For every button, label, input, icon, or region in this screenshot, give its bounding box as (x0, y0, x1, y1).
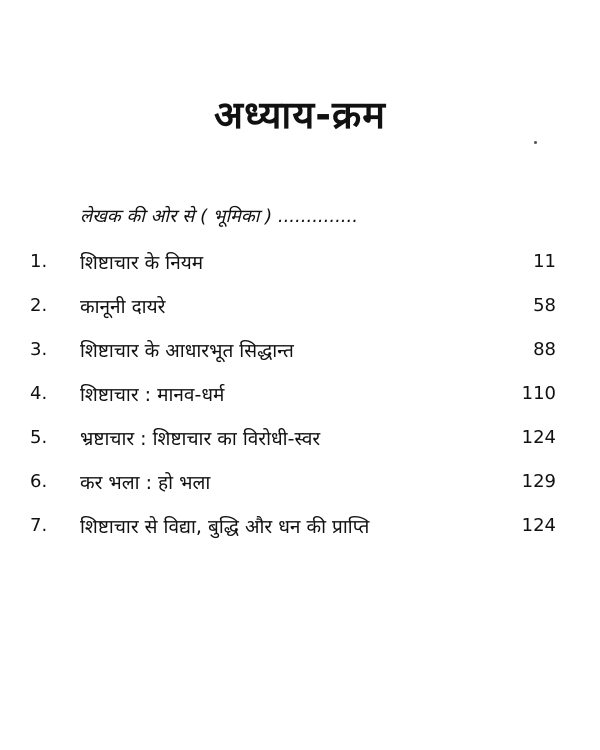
chapter-title: शिष्टाचार से विद्या, बुद्धि और धन की प्राप्ति (80, 516, 370, 538)
chapter-title: कर भला : हो भला (80, 472, 211, 494)
page-number: 129 (521, 471, 556, 492)
page-number: 124 (521, 427, 556, 448)
toc-entry-1 (0, 244, 600, 288)
toc-entry-2 (0, 288, 600, 332)
preface-dot-leader: .............. (277, 206, 358, 227)
page-number: 11 (533, 251, 556, 272)
page-number: 58 (533, 295, 556, 316)
table-of-contents (0, 244, 600, 552)
chapter-number: 4. (30, 383, 48, 404)
toc-entry-5 (0, 420, 600, 464)
chapter-title: शिष्टाचार : मानव-धर्म (80, 384, 225, 406)
chapter-title: शिष्टाचार के आधारभूत सिद्धान्त (80, 340, 294, 362)
toc-entry-3 (0, 332, 600, 376)
page-number: 88 (533, 339, 556, 360)
chapter-title: कानूनी दायरे (80, 296, 166, 318)
chapter-title: भ्रष्टाचार : शिष्टाचार का विरोधी-स्वर (80, 428, 321, 450)
preface-title: लेखक की ओर से ( भूमिका ) (80, 206, 273, 227)
page-number: 124 (521, 515, 556, 536)
chapter-title: शिष्टाचार के नियम (80, 252, 204, 274)
toc-entry-7 (0, 508, 600, 552)
chapter-number: 7. (30, 515, 48, 536)
preface-entry (80, 204, 358, 228)
toc-entry-4 (0, 376, 600, 420)
page-number: 110 (521, 383, 556, 404)
chapter-number: 5. (30, 427, 48, 448)
toc-entry-6 (0, 464, 600, 508)
print-speck (534, 141, 537, 144)
page-title: अध्याय-क्रम (214, 93, 386, 137)
chapter-number: 6. (30, 471, 48, 492)
chapter-number: 1. (30, 251, 48, 272)
chapter-number: 2. (30, 295, 48, 316)
chapter-number: 3. (30, 339, 48, 360)
